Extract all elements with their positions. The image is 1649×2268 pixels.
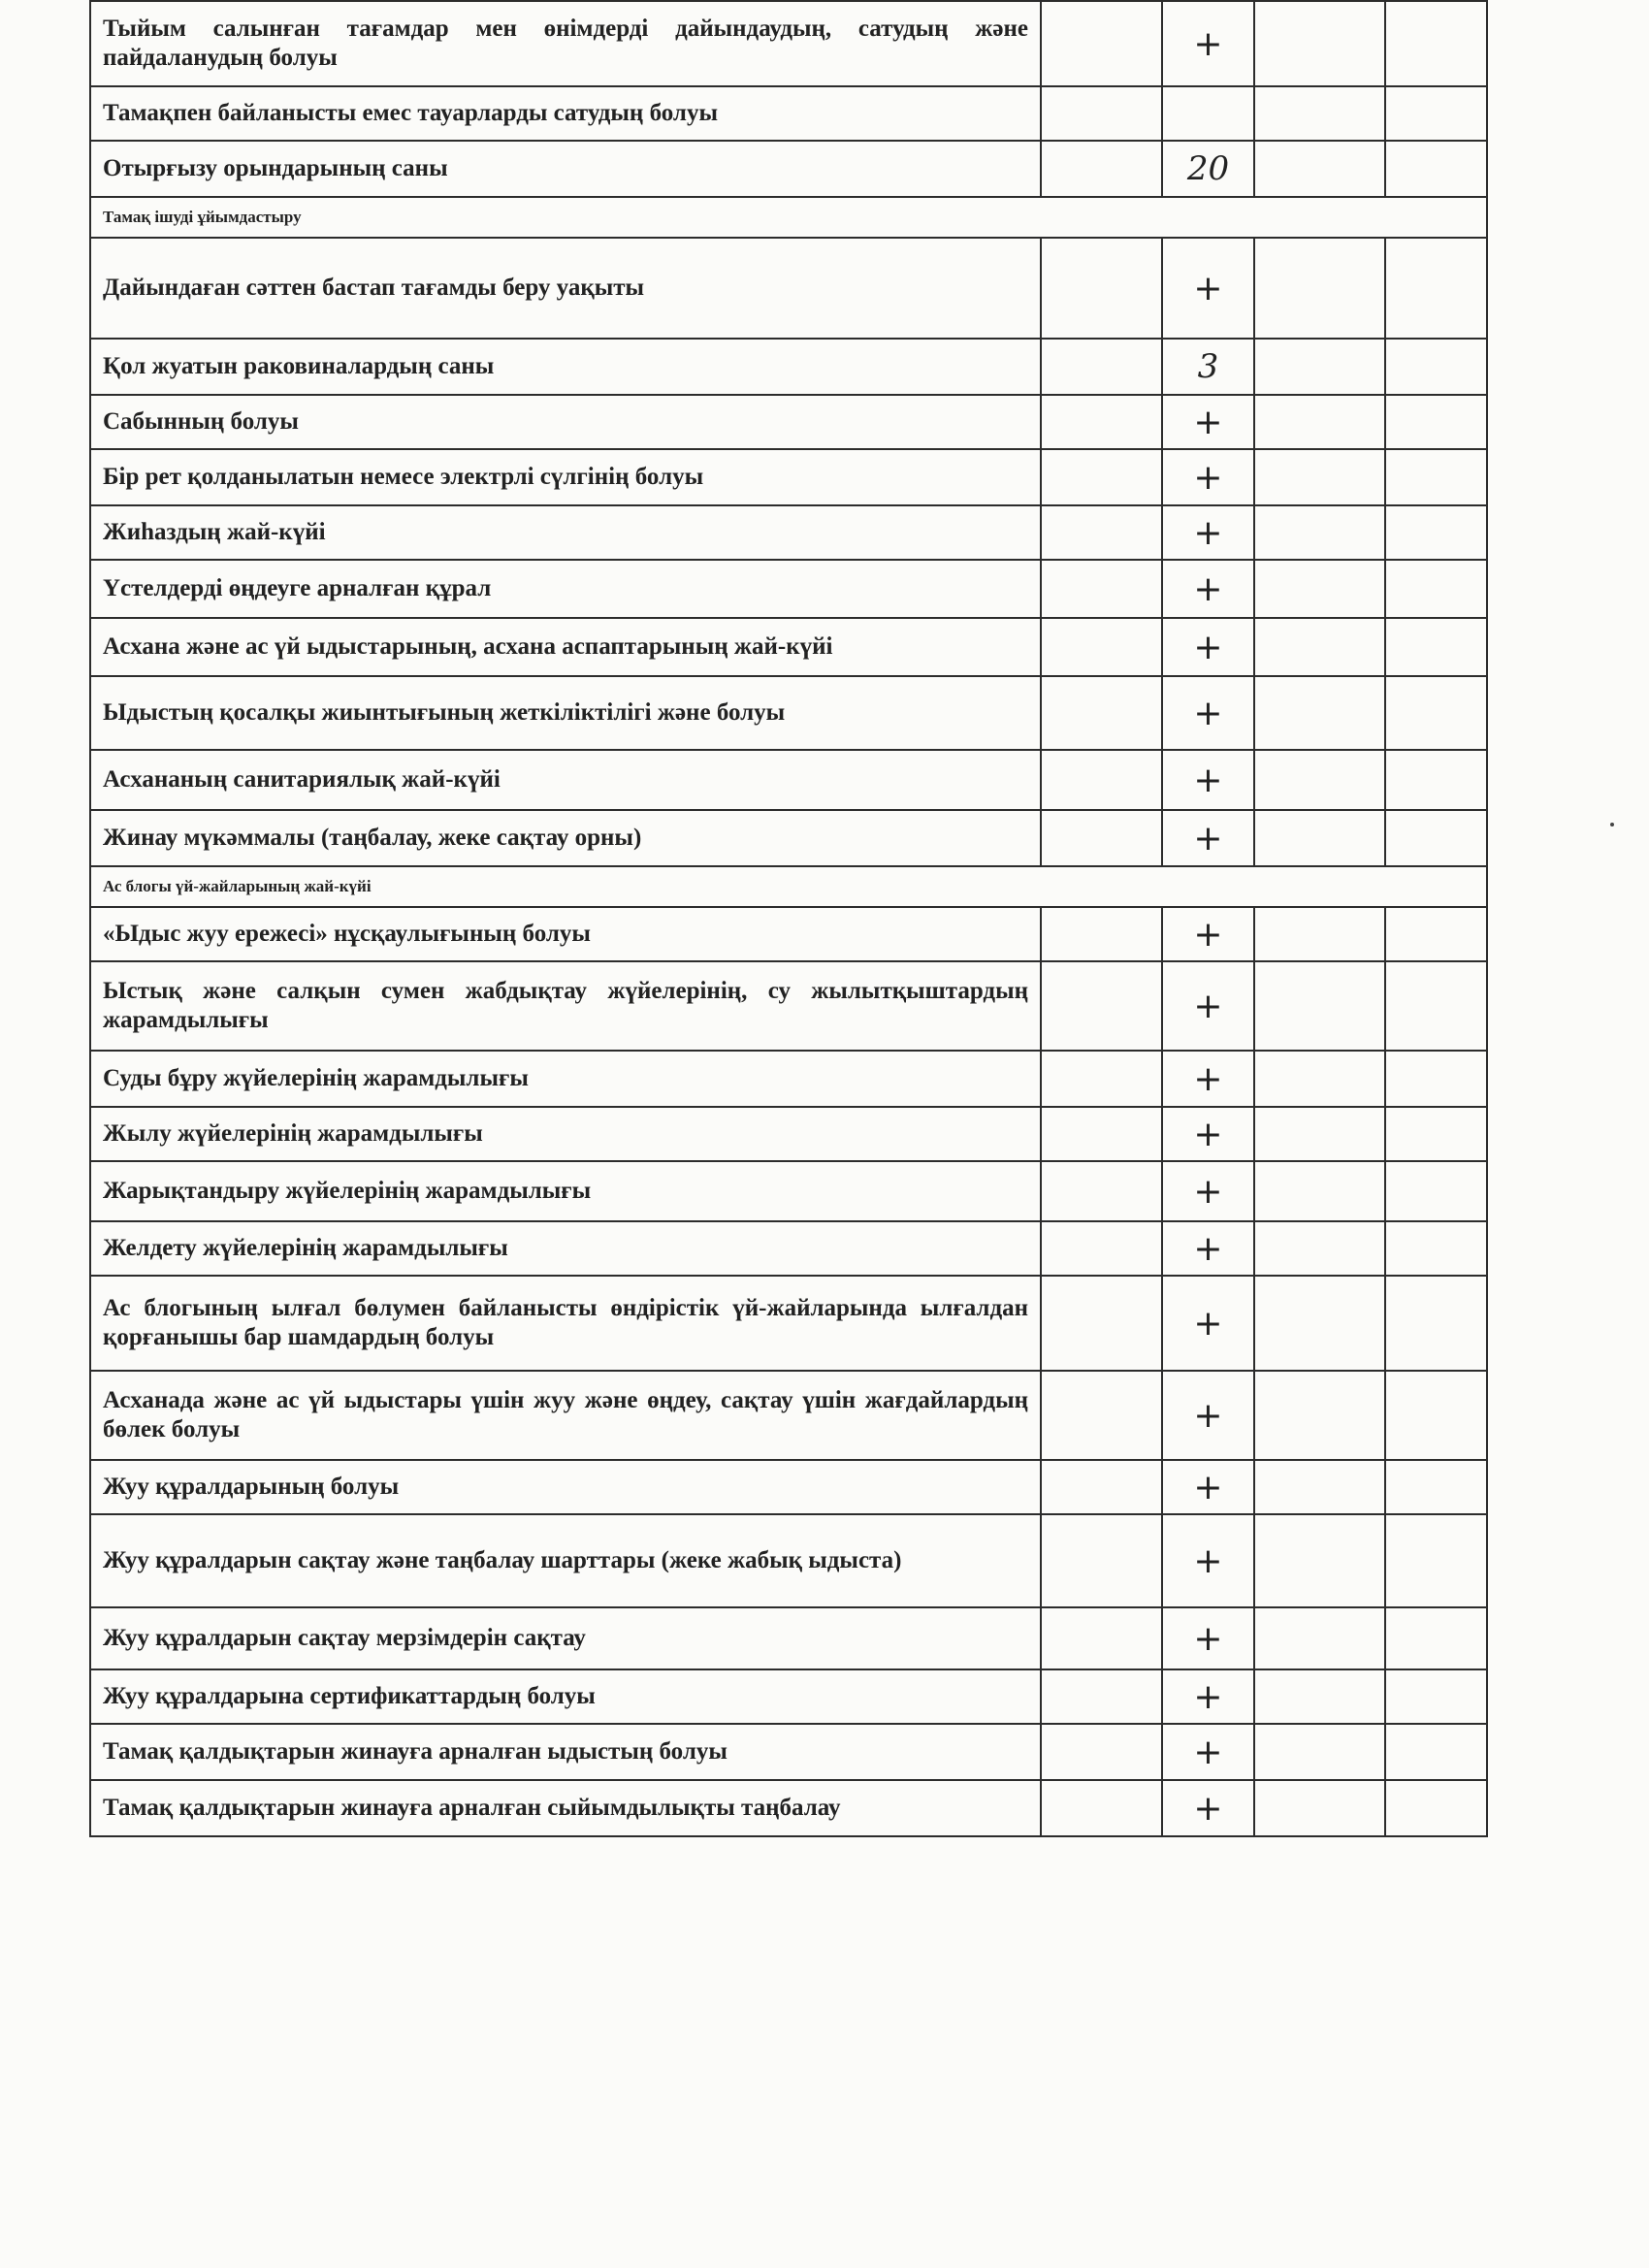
row-label: Асханада және ас үй ыдыстары үшін жуу және өңдеу, сақтау үшін жағдайлардың бөлек болуы xyxy=(90,1371,1041,1460)
handwritten-mark: + xyxy=(1162,1460,1254,1514)
empty-cell xyxy=(1254,1724,1385,1780)
handwritten-mark: + xyxy=(1162,238,1254,339)
handwritten-mark: + xyxy=(1162,395,1254,449)
handwritten-mark: + xyxy=(1162,1780,1254,1836)
table-row xyxy=(90,618,1487,676)
empty-cell xyxy=(1385,1607,1487,1669)
empty-cell xyxy=(1385,1051,1487,1107)
table-row xyxy=(90,750,1487,810)
empty-cell xyxy=(1254,810,1385,866)
empty-cell xyxy=(1254,339,1385,395)
empty-cell xyxy=(1254,449,1385,505)
table-row xyxy=(90,339,1487,395)
handwritten-mark: + xyxy=(1162,810,1254,866)
table-row xyxy=(90,505,1487,560)
empty-cell xyxy=(1254,1,1385,86)
table-row xyxy=(90,1514,1487,1607)
table-row xyxy=(90,1221,1487,1276)
row-label: Отырғызу орындарының саны xyxy=(90,141,1041,197)
handwritten-mark: + xyxy=(1162,750,1254,810)
empty-cell xyxy=(1385,1161,1487,1221)
empty-cell xyxy=(1041,1724,1162,1780)
empty-cell xyxy=(1385,339,1487,395)
handwritten-mark: + xyxy=(1162,1161,1254,1221)
table-row xyxy=(90,1724,1487,1780)
empty-cell xyxy=(1254,1221,1385,1276)
empty-cell xyxy=(1385,1221,1487,1276)
empty-cell xyxy=(1385,750,1487,810)
empty-cell xyxy=(1385,1724,1487,1780)
empty-cell xyxy=(1254,618,1385,676)
table-row xyxy=(90,449,1487,505)
row-label: Жиһаздың жай-күйі xyxy=(90,505,1041,560)
row-label: Қол жуатын раковиналардың саны xyxy=(90,339,1041,395)
empty-cell xyxy=(1041,395,1162,449)
empty-cell xyxy=(1041,1780,1162,1836)
handwritten-mark: + xyxy=(1162,1,1254,86)
empty-cell xyxy=(1254,395,1385,449)
empty-cell xyxy=(1385,1780,1487,1836)
empty-cell xyxy=(1385,1371,1487,1460)
table-row xyxy=(90,141,1487,197)
empty-cell xyxy=(1385,1,1487,86)
empty-cell xyxy=(1254,1107,1385,1161)
empty-cell xyxy=(1385,907,1487,961)
table-row xyxy=(90,395,1487,449)
section-title: Тамақ ішуді ұйымдастыру xyxy=(90,197,1487,238)
empty-cell xyxy=(1041,1221,1162,1276)
empty-cell xyxy=(1254,86,1385,141)
empty-cell xyxy=(1041,86,1162,141)
table-row xyxy=(90,1276,1487,1371)
empty-cell xyxy=(1041,238,1162,339)
empty-cell xyxy=(1041,449,1162,505)
row-label: Суды бұру жүйелерінің жарамдылығы xyxy=(90,1051,1041,1107)
empty-cell xyxy=(1385,676,1487,750)
handwritten-mark: + xyxy=(1162,961,1254,1051)
row-label: Жуу құралдарын сақтау мерзімдерін сақтау xyxy=(90,1607,1041,1669)
row-label: Тамақпен байланысты емес тауарларды сатудың болуы xyxy=(90,86,1041,141)
empty-cell xyxy=(1041,1,1162,86)
table-row xyxy=(90,1780,1487,1836)
row-label: Жарықтандыру жүйелерінің жарамдылығы xyxy=(90,1161,1041,1221)
empty-cell xyxy=(1385,810,1487,866)
table-row xyxy=(90,1107,1487,1161)
section-row xyxy=(90,866,1487,907)
handwritten-mark: + xyxy=(1162,1221,1254,1276)
empty-cell xyxy=(1041,1460,1162,1514)
empty-cell xyxy=(1041,505,1162,560)
empty-cell xyxy=(1254,750,1385,810)
empty-cell xyxy=(1385,1669,1487,1724)
row-label: Дайындаған сәттен бастап тағамды беру уақыты xyxy=(90,238,1041,339)
row-label: Сабынның болуы xyxy=(90,395,1041,449)
empty-cell xyxy=(1254,1460,1385,1514)
empty-cell xyxy=(1041,810,1162,866)
row-label: Ыдыстың қосалқы жиынтығының жеткіліктілігі және болуы xyxy=(90,676,1041,750)
table-row xyxy=(90,1607,1487,1669)
empty-cell xyxy=(1041,1276,1162,1371)
empty-cell xyxy=(1254,1371,1385,1460)
empty-cell xyxy=(1254,1669,1385,1724)
handwritten-mark: + xyxy=(1162,907,1254,961)
empty-cell xyxy=(1041,339,1162,395)
table-row xyxy=(90,907,1487,961)
row-label: Жуу құралдарын сақтау және таңбалау шарттары (жеке жабық ыдыста) xyxy=(90,1514,1041,1607)
handwritten-mark: + xyxy=(1162,1669,1254,1724)
empty-cell xyxy=(1385,505,1487,560)
table-row xyxy=(90,1371,1487,1460)
handwritten-mark: 3 xyxy=(1162,339,1254,395)
empty-cell xyxy=(1041,1371,1162,1460)
row-label: «Ыдыс жуу ережесі» нұсқаулығының болуы xyxy=(90,907,1041,961)
empty-cell xyxy=(1041,676,1162,750)
empty-cell xyxy=(1254,1051,1385,1107)
handwritten-mark: 20 xyxy=(1162,141,1254,197)
row-label: Асхананың санитариялық жай-күйі xyxy=(90,750,1041,810)
empty-cell xyxy=(1254,505,1385,560)
scan-dot xyxy=(1610,823,1614,826)
empty-cell xyxy=(1385,1107,1487,1161)
empty-cell xyxy=(1254,1514,1385,1607)
handwritten-mark: + xyxy=(1162,1371,1254,1460)
handwritten-mark: + xyxy=(1162,1607,1254,1669)
table-row xyxy=(90,676,1487,750)
table-row xyxy=(90,1051,1487,1107)
table-row xyxy=(90,1161,1487,1221)
handwritten-mark: + xyxy=(1162,449,1254,505)
empty-cell xyxy=(1385,1460,1487,1514)
row-label: Жинау мүкәммалы (таңбалау, жеке сақтау орны) xyxy=(90,810,1041,866)
empty-cell xyxy=(1385,141,1487,197)
section-title: Ас блогы үй-жайларының жай-күйі xyxy=(90,866,1487,907)
table-row xyxy=(90,1,1487,86)
row-label: Үстелдерді өңдеуге арналған құрал xyxy=(90,560,1041,618)
empty-cell xyxy=(1041,141,1162,197)
row-label: Асхана және ас үй ыдыстарының, асхана аспаптарының жай-күйі xyxy=(90,618,1041,676)
empty-cell xyxy=(1385,961,1487,1051)
checklist-table xyxy=(89,0,1488,1837)
handwritten-mark: + xyxy=(1162,676,1254,750)
empty-cell xyxy=(1041,618,1162,676)
handwritten-mark xyxy=(1162,86,1254,141)
empty-cell xyxy=(1385,618,1487,676)
empty-cell xyxy=(1041,750,1162,810)
row-label: Жуу құралдарының болуы xyxy=(90,1460,1041,1514)
empty-cell xyxy=(1254,961,1385,1051)
empty-cell xyxy=(1385,560,1487,618)
table-row xyxy=(90,961,1487,1051)
handwritten-mark: + xyxy=(1162,1276,1254,1371)
empty-cell xyxy=(1041,1161,1162,1221)
empty-cell xyxy=(1041,1051,1162,1107)
row-label: Тамақ қалдықтарын жинауға арналған сыйымдылықты таңбалау xyxy=(90,1780,1041,1836)
table-row xyxy=(90,560,1487,618)
empty-cell xyxy=(1254,676,1385,750)
handwritten-mark: + xyxy=(1162,505,1254,560)
empty-cell xyxy=(1041,1607,1162,1669)
table-row xyxy=(90,810,1487,866)
section-row xyxy=(90,197,1487,238)
empty-cell xyxy=(1254,1780,1385,1836)
row-label: Жылу жүйелерінің жарамдылығы xyxy=(90,1107,1041,1161)
row-label: Ас блогының ылғал бөлумен байланысты өндірістік үй-жайларында ылғалдан қорғанышы бар шамдардың болуы xyxy=(90,1276,1041,1371)
table-row xyxy=(90,238,1487,339)
empty-cell xyxy=(1385,86,1487,141)
empty-cell xyxy=(1254,907,1385,961)
empty-cell xyxy=(1041,961,1162,1051)
empty-cell xyxy=(1041,1514,1162,1607)
row-label: Тыйым салынған тағамдар мен өнімдерді дайындаудың, сатудың және пайдаланудың болуы xyxy=(90,1,1041,86)
empty-cell xyxy=(1385,238,1487,339)
table-row xyxy=(90,1669,1487,1724)
empty-cell xyxy=(1254,1161,1385,1221)
handwritten-mark: + xyxy=(1162,1724,1254,1780)
handwritten-mark: + xyxy=(1162,1514,1254,1607)
empty-cell xyxy=(1041,560,1162,618)
handwritten-mark: + xyxy=(1162,560,1254,618)
row-label: Желдету жүйелерінің жарамдылығы xyxy=(90,1221,1041,1276)
row-label: Тамақ қалдықтарын жинауға арналған ыдыстың болуы xyxy=(90,1724,1041,1780)
empty-cell xyxy=(1254,1607,1385,1669)
empty-cell xyxy=(1385,1514,1487,1607)
handwritten-mark: + xyxy=(1162,1051,1254,1107)
handwritten-mark: + xyxy=(1162,1107,1254,1161)
empty-cell xyxy=(1254,1276,1385,1371)
empty-cell xyxy=(1385,395,1487,449)
checklist-body xyxy=(90,1,1487,1836)
empty-cell xyxy=(1385,1276,1487,1371)
empty-cell xyxy=(1041,1669,1162,1724)
empty-cell xyxy=(1041,1107,1162,1161)
handwritten-mark: + xyxy=(1162,618,1254,676)
row-label: Жуу құралдарына сертификаттардың болуы xyxy=(90,1669,1041,1724)
row-label: Ыстық және салқын сумен жабдықтау жүйелерінің, су жылытқыштардың жарамдылығы xyxy=(90,961,1041,1051)
empty-cell xyxy=(1254,238,1385,339)
row-label: Бір рет қолданылатын немесе электрлі сүлгінің болуы xyxy=(90,449,1041,505)
empty-cell xyxy=(1254,141,1385,197)
table-row xyxy=(90,86,1487,141)
empty-cell xyxy=(1385,449,1487,505)
empty-cell xyxy=(1041,907,1162,961)
empty-cell xyxy=(1254,560,1385,618)
table-row xyxy=(90,1460,1487,1514)
